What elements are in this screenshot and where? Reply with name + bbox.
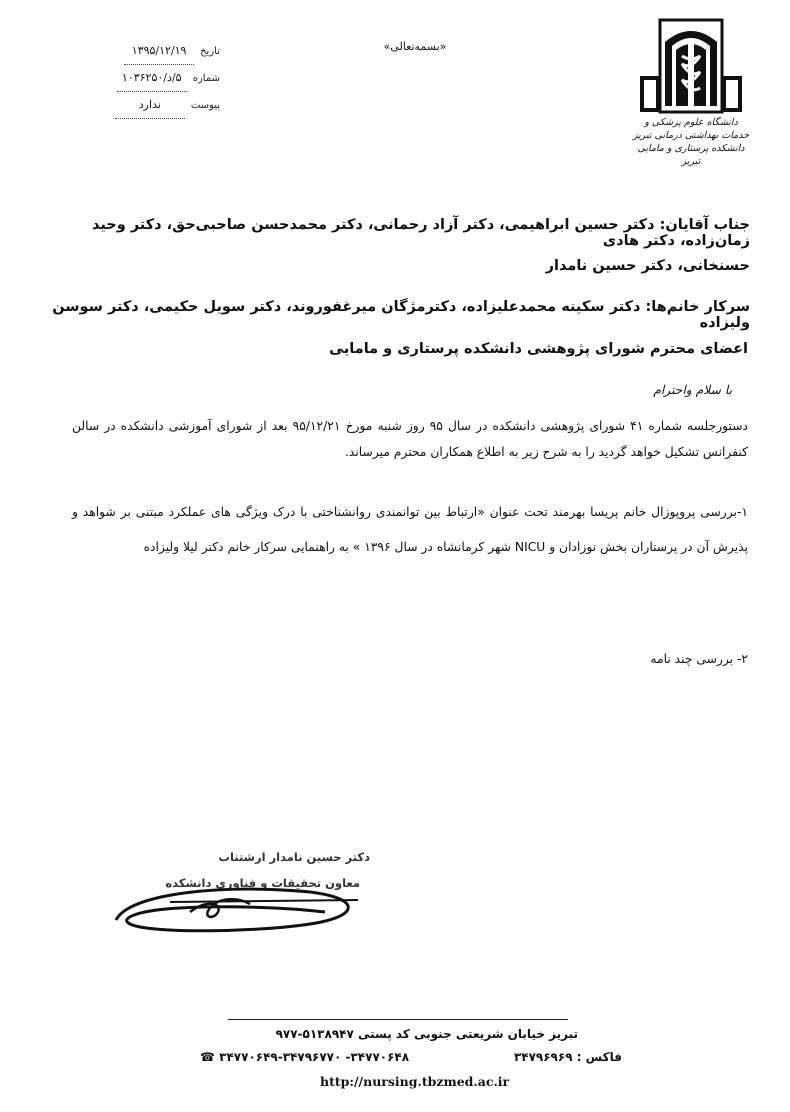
addressees-men-line-1: جناب آقایان: دکتر حسین ابراهیمی، دکتر آزاد رحمانی، دکتر محمدحسن صاحبی‌حق، دکتر وحید زمان‌زاده، دکتر هادی [91,217,750,249]
attachment-label: پیوست [190,100,220,111]
date-value: ۱۳۹۵/۱۲/۱۹ [124,38,194,65]
footer-phones [200,1050,409,1064]
attachment-value: ندارد [115,92,185,119]
addressees-women: سرکار خانم‌ها: دکتر سکینه محمدعلیزاده، دکترمژگان میرغفوروند، دکتر سویل حکیمی، دکتر سوسن ولیزاده [52,299,750,331]
signatory-name: دکتر حسین نامدار ارشتناب [218,850,370,864]
logo-line-3: دانشکده پرستاری و مامایی تبریز [637,143,745,167]
council-line: اعضای محترم شورای پژوهشی دانشکده پرستاری و مامایی [329,341,748,357]
signature-block [110,850,370,940]
greeting: با سلام واحترام [653,383,732,397]
phone-numbers: ۳۴۷۷۰۶۴۸- ۳۴۷۷۰۶۴۹-۳۴۷۹۶۷۷۰ [219,1050,410,1064]
addressees-men-line-2: حسنخانی، دکتر حسین نامدار [545,258,750,274]
handwritten-signature [110,872,370,947]
meta-date-row [70,38,220,65]
basmala: «بسمه‌تعالی» [383,40,447,53]
letter-meta [70,38,220,119]
logo-line-2: خدمات بهداشتی درمانی تبریز [632,130,750,141]
footer-address: تبریز خیابان شریعتی جنوبی کد پستی ۵۱۳۸۹۴۷-۹۷۷ [275,1027,578,1041]
number-value: ۵/د/۱۰۳۶۲۵۰ [117,65,187,92]
emblem-icon [632,16,750,116]
agenda-item-1: ۱-بررسی پروپوزال خانم پریسا بهرمند تحت عنوان «ارتباط بین توانمندی روانشناختی با درک ویژگی های عملکرد مبتنی بر شواهد و پذیرش آن در پرستاران بخش نوزادان و NICU شهر کرمانشاه در سال ۱۳۹۶ » به راهنمایی سرکار خانم دکتر لیلا ولیزاده [72,505,748,554]
number-label: شماره [192,73,220,84]
university-logo [632,16,750,186]
meta-attachment-row [70,92,220,119]
meta-number-row [70,65,220,92]
logo-line-1: دانشگاه علوم پزشکی و [644,117,738,128]
footer-fax: فاکس : ۳۴۷۹۶۹۶۹ [513,1050,622,1064]
phone-icon: ☎ [200,1050,215,1064]
agenda-item-2: ۲- بررسی چند نامه [650,652,748,666]
signatory-title: معاون تحقیقات و فناوری دانشکده [165,876,360,890]
footer-url[interactable]: http://nursing.tbzmed.ac.ir [320,1074,510,1089]
intro-paragraph: دستورجلسه شماره ۴۱ شورای پژوهشی دانشکده در سال ۹۵ روز شنبه مورخ ۹۵/۱۲/۲۱ بعد از شورای آموزشی دانشکده در سالن کنفرانس تشکیل خواهد گردید را به شرح زیر به اطلاع همکاران محترم میرساند. [72,419,749,459]
footer-divider [228,1019,568,1020]
date-label: تاریخ [200,46,220,57]
